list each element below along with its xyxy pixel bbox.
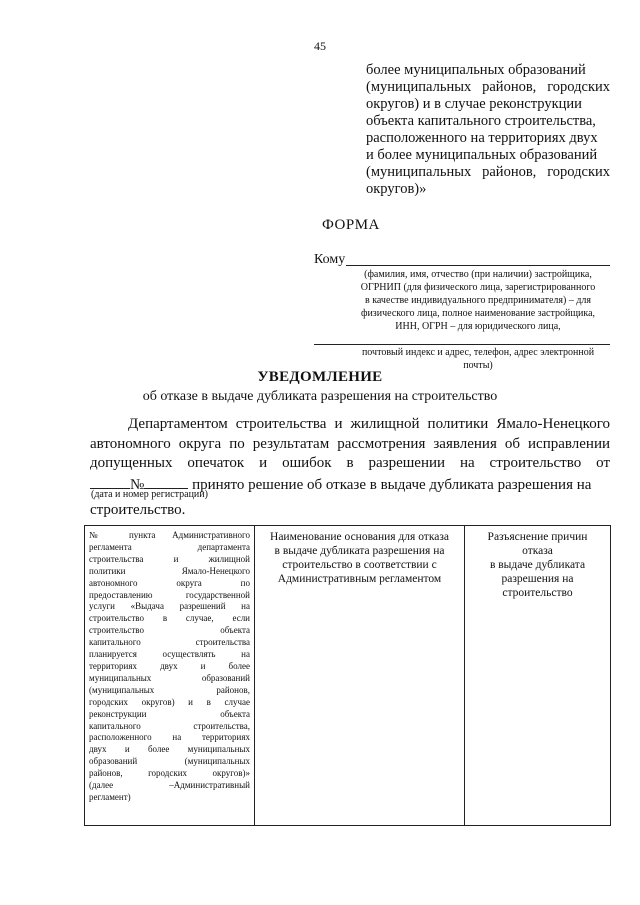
number-blank	[144, 474, 188, 489]
continuation-text	[366, 62, 610, 198]
cell-line: (муниципальных районов,	[89, 684, 250, 695]
continuation-line: (муниципальных районов, городских	[366, 164, 610, 180]
cell-line: Разъяснение причин	[487, 531, 588, 543]
recipient-hint-line: ОГРНИП (для физического лица, зарегистрированного	[360, 282, 596, 293]
cell-line: Наименование основания для отказа	[270, 531, 449, 543]
cell-line: (далее –Административный	[89, 780, 250, 791]
address-hint-line: почты)	[463, 360, 493, 371]
cell-line: отказа	[522, 545, 553, 557]
continuation-line: расположенного на территориях двух	[366, 130, 598, 146]
recipient-line	[346, 265, 610, 266]
body-last-word: строительство.	[90, 502, 186, 518]
cell-line: капитального строительства	[89, 637, 250, 648]
continuation-line: более муниципальных образований	[366, 62, 586, 78]
continuation-line: объекта капитального строительства,	[366, 113, 596, 129]
notice-title: УВЕДОМЛЕНИЕ	[257, 369, 383, 385]
cell-line: регламент)	[89, 791, 131, 802]
continuation-line: и более муниципальных образований	[366, 147, 598, 163]
cell-line: территориях двух и более	[89, 660, 250, 671]
body-line: Департаментом строительства и жилищной политики Ямало-Ненецкого	[128, 416, 610, 432]
cell-line: капитального строительства,	[89, 720, 250, 731]
cell-line: автономного округа по	[89, 577, 250, 588]
cell-line: строительства и жилищной	[89, 553, 250, 564]
cell-line: регламента департамента	[89, 541, 250, 552]
date-blank	[90, 474, 130, 489]
cell-line: № пункта Административного	[89, 530, 250, 540]
cell-line: строительство в соответствии с	[282, 559, 437, 571]
cell-line: районов, городских округов)»	[89, 768, 250, 779]
continuation-line: округов) и в случае реконструкции	[366, 96, 582, 112]
address-line	[314, 344, 610, 345]
cell-line: строительство в случае, если	[89, 613, 250, 624]
cell-line: предоставлению государственной	[89, 589, 250, 600]
cell-line: разрешения на	[501, 573, 574, 585]
header-cell-regulation-item	[85, 526, 255, 826]
body-line: автономного округа по результатам рассмотрения заявления об исправлении	[90, 435, 610, 452]
cell-line: в выдаче дубликата	[489, 559, 586, 571]
cell-line: реконструкции объекта	[89, 708, 250, 719]
address-hint-line: почтовый индекс и адрес, телефон, адрес электронной	[361, 347, 595, 358]
continuation-line: (муниципальных районов, городских	[366, 79, 610, 95]
cell-line: в выдаче дубликата разрешения на	[274, 545, 445, 557]
header-cell-refusal-explanation	[465, 526, 611, 826]
page-number: 45	[314, 39, 326, 53]
cell-line: двух и более муниципальных	[89, 744, 250, 755]
recipient-hint-line: физического лица, полное наименование застройщика,	[360, 308, 596, 319]
cell-line: политики Ямало-Ненецкого	[89, 565, 250, 576]
body-paragraph	[90, 415, 610, 495]
recipient-hint-line: (фамилия, имя, отчество (при наличии) застройщика,	[364, 269, 592, 280]
body-line: допущенных опечаток и ошибок в разрешении на строительство от	[90, 455, 610, 471]
form-label: ФОРМА	[322, 217, 380, 233]
cell-line: строительство объекта	[89, 625, 250, 636]
cell-line: муниципальных образований	[89, 672, 250, 683]
cell-line: расположенного на территориях	[89, 732, 250, 743]
notice-subtitle: об отказе в выдаче дубликата разрешения на строительство	[142, 389, 498, 404]
cell-line: планируется осуществлять на	[89, 649, 250, 660]
number-sign: №	[130, 476, 145, 493]
cell-line: образований (муниципальных	[89, 756, 250, 767]
cell-line: строительство	[502, 587, 573, 599]
table-row	[85, 526, 611, 826]
continuation-line: округов)»	[366, 181, 427, 197]
header-cell-refusal-basis	[255, 526, 465, 826]
cell-line: услуги «Выдача разрешений на	[89, 601, 250, 612]
cell-line: Административным регламентом	[277, 573, 442, 585]
body-line-rest: принято решение об отказе в выдаче дубликата разрешения на	[188, 476, 592, 493]
recipient-label: Кому	[314, 252, 346, 267]
refusal-reasons-table	[84, 525, 611, 826]
recipient-hint-line: в качестве индивидуального предпринимателя) – для	[364, 295, 592, 306]
registration-hint: (дата и номер регистрации)	[91, 489, 208, 500]
cell-line: городских округов) и в случае	[89, 696, 250, 707]
recipient-hint	[344, 268, 612, 333]
recipient-hint-line: ИНН, ОГРН – для юридического лица,	[395, 321, 561, 332]
